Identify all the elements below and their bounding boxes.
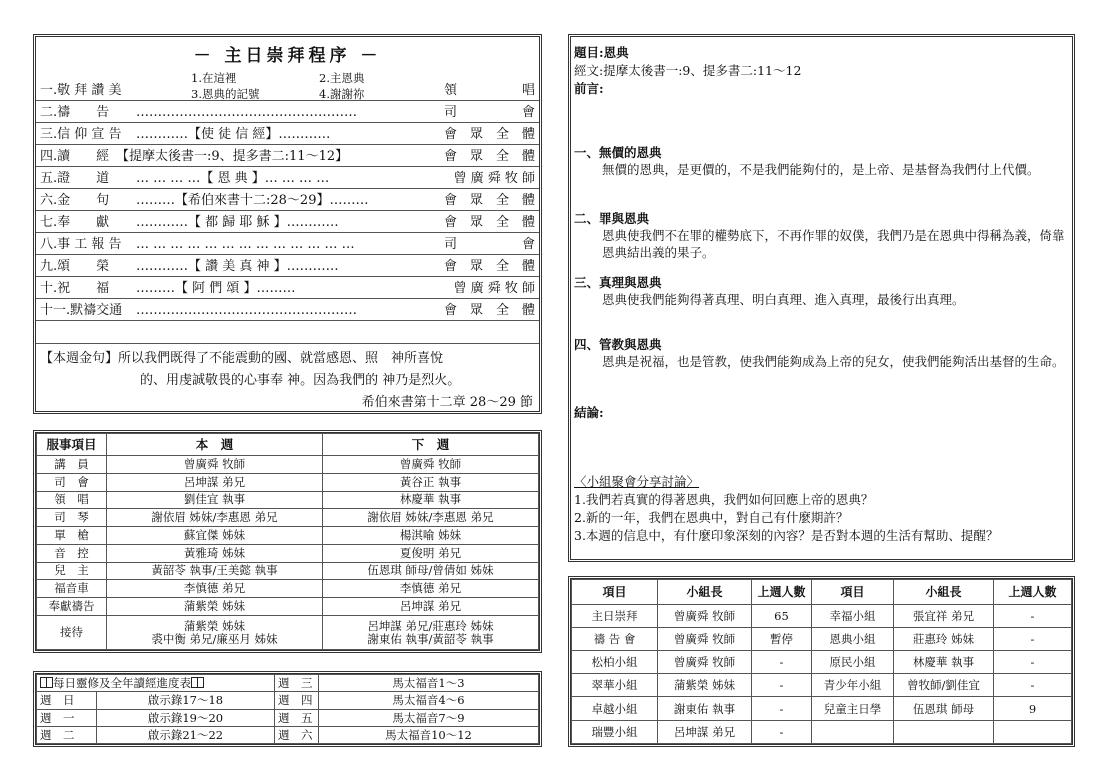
cell: 青少年小組	[812, 674, 894, 697]
day: 週 日	[37, 692, 97, 709]
cell: 莊惠玲 姊妹	[894, 627, 994, 650]
table-row	[572, 697, 1072, 720]
cell: 兒童主日學	[812, 697, 894, 720]
order-row-10	[40, 279, 535, 299]
day: 週 三	[275, 675, 319, 692]
song-4: 4.謝謝祢	[319, 87, 365, 101]
cell: 曾廣舜 牧師	[658, 627, 752, 650]
order-row-1	[40, 81, 535, 101]
memory-verse-line1: 【本週金句】所以我們既得了不能震動的國、就當感恩、照 神所喜悅	[40, 351, 444, 366]
point-body: 恩典是祝福，也是管教，使我們能夠成為上帝的兒女，使我們能夠活出基督的生命。	[602, 354, 1065, 369]
table-row	[572, 627, 1072, 650]
order-person: 曾 廣 舜 牧 師	[453, 171, 535, 186]
next-week	[323, 616, 539, 650]
role: 奉獻禱告	[37, 598, 107, 616]
next-week-1: 呂坤謀 弟兄/莊惠玲 姊妹	[367, 618, 494, 633]
reading: 啟示錄17～18	[97, 692, 275, 709]
order-item: 四.讀 經	[40, 149, 110, 164]
cell: -	[752, 697, 812, 720]
role: 司 琴	[37, 509, 107, 527]
day: 週 二	[37, 726, 97, 743]
table-row	[37, 509, 539, 527]
this-week-1: 蒲紫榮 姊妹	[183, 618, 246, 633]
col-header: 項目	[572, 580, 658, 605]
order-item: 三.信 仰 宣 告	[40, 127, 122, 142]
order-item: 六.金 句	[40, 193, 110, 208]
order-person: 會 眾 全 體	[443, 127, 535, 142]
this-week: 蘇宜傑 姊妹	[107, 527, 323, 545]
memory-verse-line2: 的、用虔誠敬畏的心事奉 神。因為我們的 神乃是烈火。	[140, 373, 461, 388]
table-row	[572, 674, 1072, 697]
this-week: 曾廣舜 牧師	[107, 456, 323, 474]
order-row-3	[40, 125, 535, 145]
order-item: 九.頌 榮	[40, 259, 110, 274]
col-header: 項目	[812, 580, 894, 605]
order-row-7	[40, 213, 535, 233]
order-detail: ……………………………………………	[136, 105, 357, 120]
cell: -	[994, 604, 1072, 627]
order-detail: … … … … … … … … … … … … …	[136, 237, 355, 252]
next-week: 黃谷正 執事	[323, 473, 539, 491]
cell: 松柏小組	[572, 651, 658, 674]
cell: 翠華小組	[572, 674, 658, 697]
role: 領 唱	[37, 491, 107, 509]
divider	[36, 122, 539, 123]
order-row-6	[40, 191, 535, 211]
role: 福音車	[37, 580, 107, 598]
day: 週 一	[37, 709, 97, 726]
order-detail: ………【 阿 們 頌 】………	[136, 281, 296, 296]
order-leader: 領	[443, 83, 457, 98]
cell: 張宜祥 弟兄	[894, 604, 994, 627]
point-body: 恩典使我們能夠得著真理、明白真理、進入真理，最後行出真理。	[602, 292, 965, 307]
discussion-title: 〈小組聚會分享討論〉	[574, 474, 700, 489]
cell: 曾廣舜 牧師	[658, 604, 752, 627]
reading-title-cell	[37, 675, 275, 692]
order-row-5	[40, 169, 535, 189]
cell: 65	[752, 604, 812, 627]
divider	[36, 343, 539, 344]
point-heading: 二、罪與恩典	[574, 211, 650, 226]
next-week: 夏俊明 弟兄	[323, 544, 539, 562]
col-header: 小組長	[658, 580, 752, 605]
order-item: 二.禱 告	[40, 105, 110, 120]
cell: -	[752, 674, 812, 697]
cell: 幸福小組	[812, 604, 894, 627]
cell: 禱 告 會	[572, 627, 658, 650]
cell	[894, 720, 994, 743]
song-2: 2.主恩典	[319, 71, 365, 85]
cell: -	[752, 651, 812, 674]
order-person: 會 眾 全 體	[443, 303, 535, 318]
cell: 曾牧師/劉佳宜	[894, 674, 994, 697]
cell: 曾廣舜 牧師	[658, 651, 752, 674]
divider	[36, 254, 539, 255]
cell: -	[994, 674, 1072, 697]
role: 兒 主	[37, 562, 107, 580]
cell: -	[994, 651, 1072, 674]
role: 音 控	[37, 544, 107, 562]
order-title: － 主日崇拜程序 －	[193, 46, 382, 66]
sermon-intro: 前言:	[574, 81, 604, 96]
reading-table	[36, 674, 539, 744]
this-week: 劉佳宜 執事	[107, 491, 323, 509]
day: 週 五	[275, 709, 319, 726]
cell: 瑞豐小組	[572, 720, 658, 743]
next-week: 李慎德 弟兄	[323, 580, 539, 598]
order-person: 會 眾 全 體	[443, 193, 535, 208]
order-person: 會 眾 全 體	[443, 215, 535, 230]
reading: 啟示錄19～20	[97, 709, 275, 726]
order-row-2	[40, 103, 535, 123]
cell: 暫停	[752, 627, 812, 650]
order-row-8	[40, 235, 535, 255]
role: 接待	[37, 616, 107, 650]
next-week: 呂坤謀 弟兄	[323, 598, 539, 616]
order-detail: ……………………………………………	[136, 303, 357, 318]
order-person: 會 眾 全 體	[443, 149, 535, 164]
sermon-topic: 題目:恩典	[574, 45, 629, 60]
order-row-9	[40, 257, 535, 277]
point-body: 無價的恩典，是更價的，不是我們能夠付的，是上帝、是基督為我們付上代價。	[602, 162, 1040, 177]
cell: -	[752, 720, 812, 743]
order-person: 司 會	[443, 105, 535, 120]
divider	[36, 298, 539, 299]
cell: 9	[994, 697, 1072, 720]
order-row-11	[40, 301, 535, 321]
this-week-2: 裘中衡 弟兄/廉巫月 姊妹	[151, 631, 278, 646]
next-week: 曾廣舜 牧師	[323, 456, 539, 474]
cell: 伍恩琪 師母	[894, 697, 994, 720]
sermon-point-1	[574, 143, 1066, 178]
order-detail: ………【希伯來書十二:28～29】………	[136, 193, 369, 208]
col-header: 服事項目	[37, 434, 107, 456]
point-heading: 一、無價的恩典	[574, 145, 662, 160]
cell: 謝東佑 執事	[658, 697, 752, 720]
table-row	[572, 651, 1072, 674]
table-row	[572, 720, 1072, 743]
table-row	[37, 527, 539, 545]
this-week: 黃雅琦 姊妹	[107, 544, 323, 562]
cell	[812, 720, 894, 743]
divider	[36, 166, 539, 167]
question-2: 2.新的一年，我們在恩典中，對自己有什麼期許？	[574, 510, 849, 525]
day: 週 四	[275, 692, 319, 709]
cell: 原民小組	[812, 651, 894, 674]
book-icon	[40, 677, 53, 688]
divider	[36, 232, 539, 233]
reading: 馬太福音10～12	[319, 726, 539, 743]
cell	[994, 720, 1072, 743]
reading: 啟示錄21～22	[97, 726, 275, 743]
divider	[36, 188, 539, 189]
col-header: 本 週	[107, 434, 323, 456]
this-week: 蒲紫榮 姊妹	[107, 598, 323, 616]
cell: 主日崇拜	[572, 604, 658, 627]
next-week: 謝依眉 姊妹/李惠恩 弟兄	[323, 509, 539, 527]
groups-table	[571, 579, 1072, 744]
divider	[36, 276, 539, 277]
order-item: 十一.默禱交通	[40, 303, 123, 318]
order-person: 司 會	[443, 237, 535, 252]
order-row-4	[40, 147, 535, 167]
table-row	[37, 491, 539, 509]
order-detail: …………【 都 歸 耶 穌 】…………	[136, 215, 339, 230]
order-of-service	[33, 34, 542, 414]
order-leader-end: 唱	[521, 83, 535, 98]
col-header: 小組長	[894, 580, 994, 605]
song-3: 3.恩典的記號	[191, 87, 260, 101]
order-detail: …………【 讚 美 真 神 】…………	[136, 259, 339, 274]
table-row	[37, 456, 539, 474]
role: 單 槍	[37, 527, 107, 545]
cell: 呂坤謀 弟兄	[658, 720, 752, 743]
reading: 馬太福音7～9	[319, 709, 539, 726]
col-header: 上週人數	[752, 580, 812, 605]
table-row	[37, 598, 539, 616]
table-row	[37, 473, 539, 491]
cell: 蒲紫榮 姊妹	[658, 674, 752, 697]
cell: 恩典小組	[812, 627, 894, 650]
sermon-point-3	[574, 273, 1066, 308]
divider	[36, 100, 539, 101]
reading: 馬太福音4～6	[319, 692, 539, 709]
divider	[36, 210, 539, 211]
memory-verse-ref: 希伯來書第十二章 28～29 節	[361, 395, 533, 410]
small-groups	[568, 576, 1075, 747]
table-row	[37, 562, 539, 580]
point-heading: 三、真理與恩典	[574, 275, 662, 290]
table-row	[572, 604, 1072, 627]
sermon-conclusion: 結論:	[574, 405, 604, 420]
cell: -	[994, 627, 1072, 650]
discussion	[574, 473, 1066, 545]
book-icon	[191, 677, 204, 688]
divider	[36, 320, 539, 321]
question-3: 3.本週的信息中，有什麼印象深刻的內容？是否對本週的生活有幫助、提醒？	[574, 528, 999, 543]
col-header: 上週人數	[994, 580, 1072, 605]
next-week: 楊淇喻 姊妹	[323, 527, 539, 545]
cell: 卓越小組	[572, 697, 658, 720]
reading-plan	[33, 671, 542, 747]
sermon-scripture: 經文:提摩太後書一:9、提多書二:11～12	[574, 63, 802, 78]
question-1: 1.我們若真實的得著恩典，我們如何回應上帝的恩典？	[574, 492, 874, 507]
this-week	[107, 616, 323, 650]
song-1: 1.在這裡	[191, 71, 237, 85]
order-item: 十.祝 福	[40, 281, 110, 296]
reading-title: 每日靈修及全年讀經進度表	[53, 676, 191, 691]
order-detail: 【提摩太後書一:9、提多書二:11～12】	[116, 149, 349, 164]
day: 週 六	[275, 726, 319, 743]
cell: 林慶華 執事	[894, 651, 994, 674]
order-item: 八.事 工 報 告	[40, 237, 122, 252]
divider	[36, 144, 539, 145]
next-week-2: 謝東佑 執事/黃韶苓 執事	[367, 631, 494, 646]
col-header: 下 週	[323, 434, 539, 456]
point-body: 恩典使我們不在罪的權勢底下，不再作罪的奴僕，我們乃是在恩典中得稱為義，倚靠恩典結出義的果子。	[602, 228, 1065, 260]
next-week: 伍恩琪 師母/曾倩如 姊妹	[323, 562, 539, 580]
table-row	[37, 544, 539, 562]
this-week: 黃韶苓 執事/王美懿 執事	[107, 562, 323, 580]
table-row	[37, 580, 539, 598]
sermon-point-4	[574, 335, 1066, 370]
order-person: 會 眾 全 體	[443, 259, 535, 274]
sermon-notes	[568, 34, 1075, 562]
order-item: 七.奉 獻	[40, 215, 110, 230]
sermon-point-2	[574, 209, 1066, 261]
role: 講 員	[37, 456, 107, 474]
order-item: 一.敬 拜 讚 美	[40, 83, 122, 98]
next-week: 林慶華 執事	[323, 491, 539, 509]
this-week: 呂坤謀 弟兄	[107, 473, 323, 491]
point-heading: 四、管教與恩典	[574, 337, 662, 352]
order-person: 曾 廣 舜 牧 師	[453, 281, 535, 296]
order-detail: …………【使 徒 信 經】…………	[136, 127, 331, 142]
this-week: 謝依眉 姊妹/李惠恩 弟兄	[107, 509, 323, 527]
reading: 馬太福音1～3	[319, 675, 539, 692]
role: 司 會	[37, 473, 107, 491]
this-week: 李慎德 弟兄	[107, 580, 323, 598]
order-item: 五.證 道	[40, 171, 110, 186]
service-table	[36, 433, 539, 650]
table-row	[37, 616, 539, 650]
service-roster	[33, 430, 542, 653]
order-detail: … … … …【 恩 典 】… … … …	[136, 171, 330, 186]
